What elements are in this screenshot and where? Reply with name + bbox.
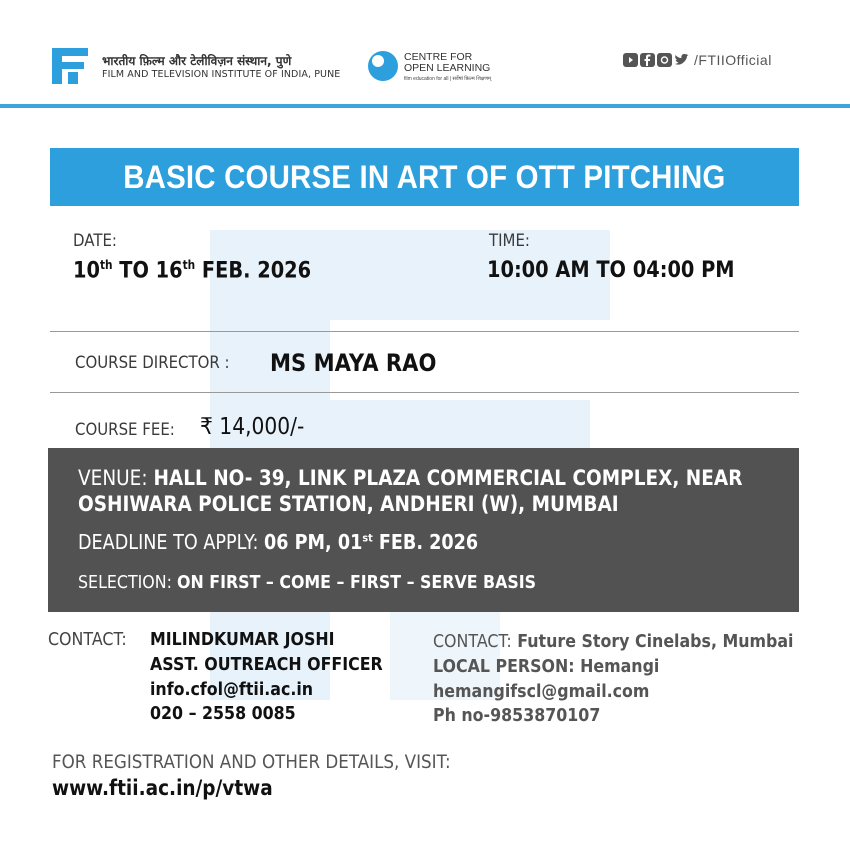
contact-left-email[interactable]: info.cfol@ftii.ac.in — [150, 679, 314, 700]
social-links — [623, 52, 772, 68]
facebook-icon[interactable] — [640, 53, 655, 67]
course-title-banner — [50, 148, 799, 206]
col-logo-icon — [366, 49, 400, 83]
header — [0, 0, 850, 108]
fee-value: ₹ 14,000/- — [200, 414, 305, 440]
contact-right-email[interactable]: hemangifscl@gmail.com — [433, 681, 650, 702]
contact-right-org: CONTACT: Future Story Cinelabs, Mumbai — [433, 631, 794, 652]
contact-left-label: CONTACT: — [48, 629, 127, 650]
fee-label: COURSE FEE: — [75, 420, 175, 440]
instagram-icon[interactable] — [657, 53, 672, 67]
header-divider — [0, 104, 850, 108]
youtube-icon[interactable] — [623, 53, 638, 67]
date-value: 10th TO 16th FEB. 2026 — [73, 258, 312, 284]
venue-line-2: OSHIWARA POLICE STATION, ANDHERI (W), MUMBAI — [78, 492, 619, 516]
ftii-name-english: FILM AND TELEVISION INSTITUTE OF INDIA, PUNE — [102, 69, 341, 80]
registration-label: FOR REGISTRATION AND OTHER DETAILS, VISIT: — [52, 751, 451, 773]
time-label: TIME: — [489, 231, 530, 251]
ftii-name-hindi: भारतीय फ़िल्म और टेलीविज़न संस्थान, पुणे — [102, 54, 292, 68]
registration-link[interactable]: www.ftii.ac.in/p/vtwa — [52, 776, 273, 800]
contact-right-phone: Ph no-9853870107 — [433, 705, 601, 726]
social-handle[interactable]: /FTIIOfficial — [694, 52, 772, 68]
col-title-line1: CENTRE FOR — [404, 51, 473, 63]
contact-left-role: ASST. OUTREACH OFFICER — [150, 654, 383, 675]
col-tagline: film education for all | सर्वेषां फ़िल्म शिक्षणम् — [404, 76, 492, 82]
venue-line-1: VENUE: HALL NO- 39, LINK PLAZA COMMERCIAL COMPLEX, NEAR — [78, 466, 743, 490]
deadline-line: DEADLINE TO APPLY: 06 PM, 01st FEB. 2026 — [78, 530, 479, 554]
selection-line: SELECTION: ON FIRST – COME – FIRST – SERVE BASIS — [78, 572, 537, 593]
time-value: 10:00 AM TO 04:00 PM — [487, 258, 735, 283]
ftii-logo-icon — [50, 46, 90, 86]
director-label: COURSE DIRECTOR : — [75, 353, 230, 373]
col-title-line2: OPEN LEARNING — [404, 62, 491, 74]
contact-right-local: LOCAL PERSON: Hemangi — [433, 656, 660, 677]
date-label: DATE: — [73, 231, 117, 251]
divider-2 — [50, 392, 799, 393]
course-title: BASIC COURSE IN ART OF OTT PITCHING — [123, 158, 726, 195]
director-value: MS MAYA RAO — [270, 349, 437, 377]
divider-1 — [50, 331, 799, 332]
twitter-icon[interactable] — [674, 53, 689, 67]
contact-left-name: MILINDKUMAR JOSHI — [150, 629, 335, 650]
contact-left-phone: 020 – 2558 0085 — [150, 703, 296, 724]
